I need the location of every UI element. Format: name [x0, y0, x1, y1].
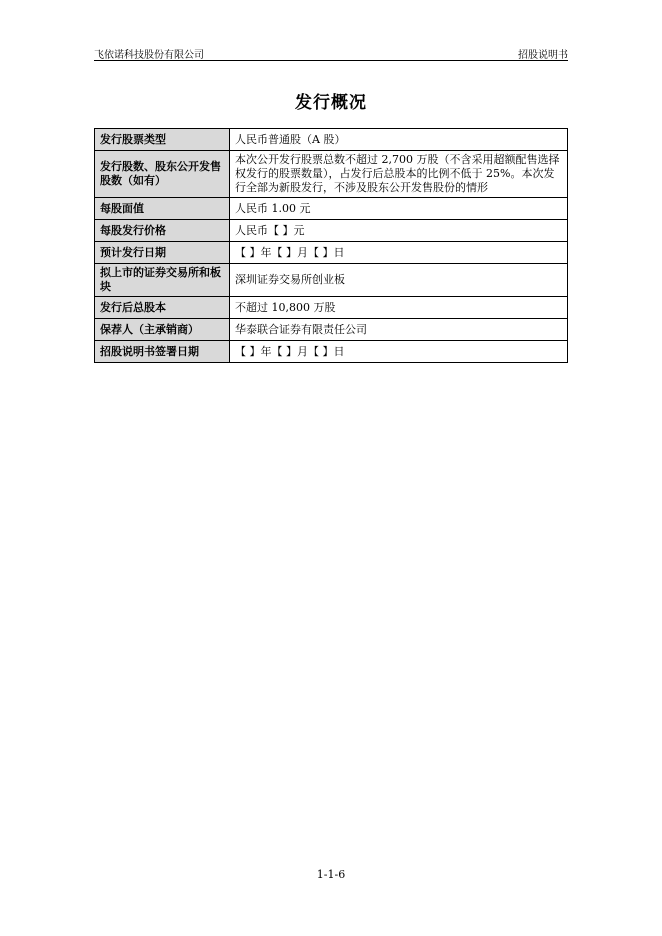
row-value: 本次公开发行股票总数不超过 2,700 万股（不含采用超额配售选择权发行的股票数量），占发行后总股本的比例不低于 25%。本次发行全部为新股发行，不涉及股东公开发售股份的情形	[230, 151, 568, 198]
row-key: 每股面值	[95, 198, 230, 220]
page-title: 发行概况	[295, 93, 367, 113]
table-row	[95, 198, 568, 220]
page-header	[94, 46, 568, 61]
table-row	[95, 242, 568, 264]
row-value: 【 】年【 】月【 】日	[230, 341, 568, 363]
table-row	[95, 151, 568, 198]
row-value: 人民币【 】元	[230, 220, 568, 242]
row-key: 每股发行价格	[95, 220, 230, 242]
table-row	[95, 297, 568, 319]
row-key: 发行后总股本	[95, 297, 230, 319]
row-value: 深圳证券交易所创业板	[230, 264, 568, 297]
header-company-name: 飞依诺科技股份有限公司	[94, 50, 204, 61]
row-key: 发行股票类型	[95, 129, 230, 151]
table-row	[95, 264, 568, 297]
table-row	[95, 129, 568, 151]
row-key: 招股说明书签署日期	[95, 341, 230, 363]
row-value: 华泰联合证券有限责任公司	[230, 319, 568, 341]
row-key: 拟上市的证券交易所和板块	[95, 264, 230, 297]
row-value: 不超过 10,800 万股	[230, 297, 568, 319]
offering-summary-table	[94, 128, 568, 363]
row-key: 保荐人（主承销商）	[95, 319, 230, 341]
row-value: 人民币普通股（A 股）	[230, 129, 568, 151]
table-row	[95, 220, 568, 242]
table-row	[95, 341, 568, 363]
page-number: 1-1-6	[316, 868, 346, 881]
row-value: 人民币 1.00 元	[230, 198, 568, 220]
row-key: 发行股数、股东公开发售股数（如有）	[95, 151, 230, 198]
row-value: 【 】年【 】月【 】日	[230, 242, 568, 264]
header-document-type: 招股说明书	[518, 50, 568, 61]
table-row	[95, 319, 568, 341]
row-key: 预计发行日期	[95, 242, 230, 264]
